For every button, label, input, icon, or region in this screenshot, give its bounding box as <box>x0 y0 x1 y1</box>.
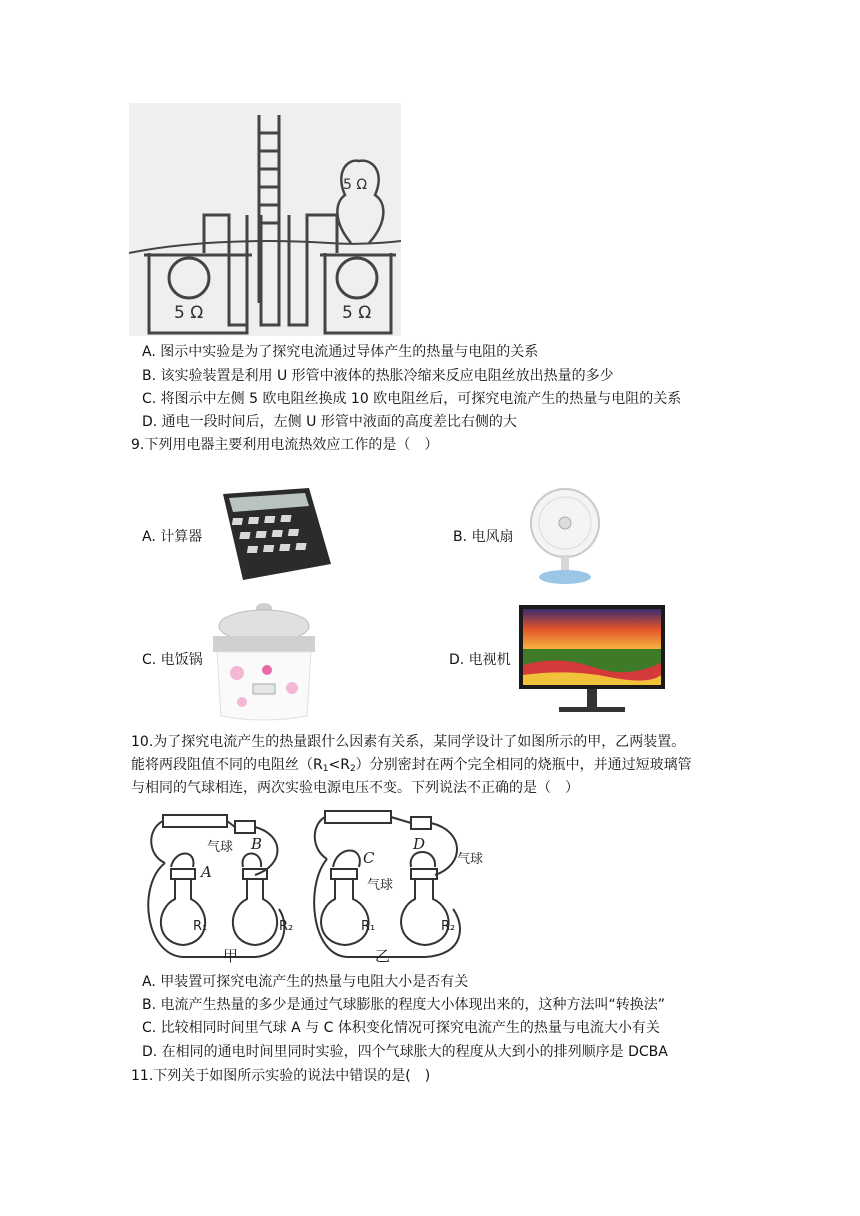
q11-stem: 11.下列关于如图所示实验的说法中错误的是( ) <box>131 1068 431 1084</box>
label-yi: 乙 <box>375 947 391 965</box>
balloon-d-label: D <box>413 835 426 853</box>
u-tube-experiment-figure <box>129 103 401 336</box>
q9-option-c-label: C. 电饭锅 <box>142 652 203 668</box>
q10-option-c: C. 比较相同时间里气球 A 与 C 体积变化情况可探究电流产生的热量与电流大小有关 <box>142 1020 660 1036</box>
q8-option-b: B. 该实验装置是利用 U 形管中液体的热胀冷缩来反应电阻丝放出热量的多少 <box>142 368 614 384</box>
q10-option-b: B. 电流产生热量的多少是通过气球膨胀的程度大小体现出来的，这种方法叫“转换法” <box>142 997 666 1013</box>
balloon-label-jia: 气球 <box>207 840 234 855</box>
q9-option-d-label: D. 电视机 <box>449 652 511 668</box>
q10-stem-line2: 能将两段阻值不同的电阻丝$(R_1<R_2)$分别密封在两个完全相同的烧瓶中，并通过短玻璃管 <box>131 757 692 774</box>
q8-option-d: D. 通电一段时间后，左侧 U 形管中液面的高度差比右侧的大 <box>142 414 517 430</box>
calculator-icon <box>209 484 335 584</box>
q10-stem-line3: 与相同的气球相连，两次实验电源电压不变。下列说法不正确的是（ ） <box>131 780 579 796</box>
q10-option-d: D. 在相同的通电时间里同时实验，四个气球胀大的程度从大到小的排列顺序是 DCBA <box>142 1044 668 1060</box>
fan-icon <box>525 485 605 585</box>
q10-stem-line1: 10.为了探究电流产生的热量跟什么因素有关系，某同学设计了如图所示的甲，乙两装置。 <box>131 734 686 750</box>
r1-jia-label: R₁ <box>193 919 208 934</box>
tv-icon <box>519 605 665 715</box>
q8-option-a: A. 图示中实验是为了探究电流通过导体产生的热量与电阻的关系 <box>142 344 539 360</box>
q8-option-c: C. 将图示中左侧 5 欧电阻丝换成 10 欧电阻丝后，可探究电流产生的热量与电阻的关系 <box>142 391 682 407</box>
right-resistor-label: 5 Ω <box>342 303 372 323</box>
top-resistor-label: 5 Ω <box>343 177 368 193</box>
balloon-a-label: A <box>201 863 212 881</box>
left-resistor-label: 5 Ω <box>174 303 204 323</box>
r2-yi-label: R₂ <box>441 919 456 934</box>
q9-stem: 9.下列用电器主要利用电流热效应工作的是（ ） <box>131 437 439 453</box>
balloon-flask-figure <box>135 805 500 965</box>
q9-option-b-label: B. 电风扇 <box>453 529 514 545</box>
rice-cooker-icon <box>207 598 322 723</box>
balloon-c-label: C <box>363 849 375 867</box>
q10-option-a: A. 甲装置可探究电流产生的热量与电阻大小是否有关 <box>142 974 469 990</box>
q9-option-a-label: A. 计算器 <box>142 529 203 545</box>
balloon-b-label: B <box>251 835 263 853</box>
label-jia: 甲 <box>223 947 239 965</box>
balloon-label-yi-1: 气球 <box>367 878 394 893</box>
r1-yi-label: R₁ <box>361 919 376 934</box>
r2-jia-label: R₂ <box>279 919 294 934</box>
balloon-label-yi-2: 气球 <box>457 852 484 867</box>
